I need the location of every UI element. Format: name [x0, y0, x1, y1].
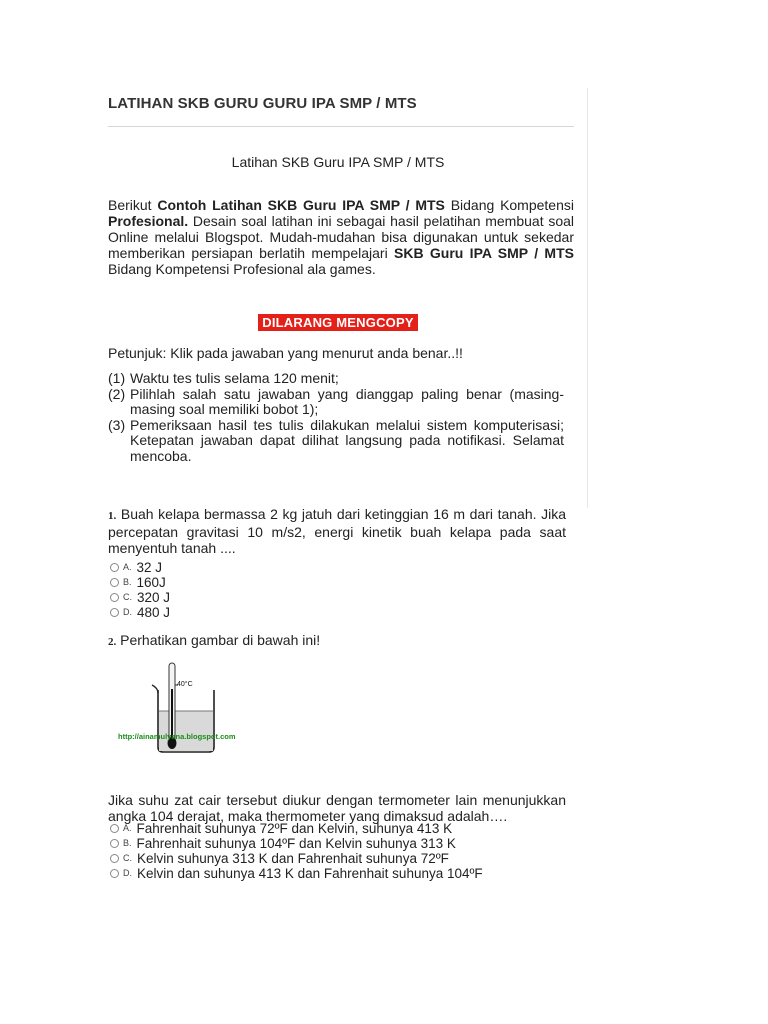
option-text: Kelvin suhunya 313 K dan Fahrenhait suhunya 72ºF	[137, 851, 449, 866]
radio-button[interactable]	[110, 869, 119, 878]
content-border	[587, 88, 588, 508]
thermometer-label: 40°C	[177, 681, 193, 688]
question-2-options	[110, 821, 483, 881]
option-text: 320 J	[137, 590, 171, 605]
radio-button[interactable]	[110, 608, 119, 617]
option-d[interactable]	[110, 605, 170, 620]
rule-number: (1)	[108, 370, 126, 386]
intro-text: Bidang Kompetensi	[444, 197, 574, 213]
option-letter: B.	[123, 838, 132, 848]
option-b[interactable]	[110, 836, 483, 851]
option-b[interactable]	[110, 575, 170, 590]
radio-button[interactable]	[110, 578, 119, 587]
option-c[interactable]	[110, 851, 483, 866]
option-letter: B.	[123, 577, 132, 587]
question-2-body: Jika suhu zat cair tersebut diukur dengan termometer lain menunjukkan angka 104 derajat, maka thermometer yang dimaksud adalah….	[108, 792, 566, 824]
question-text: Buah kelapa bermassa 2 kg jatuh dari ketinggian 16 m dari tanah. Jika percepatan gravitasi 10 m/s2, energi kinetik buah kelapa pada saat menyentuh tanah ....	[108, 506, 566, 556]
option-c[interactable]	[110, 590, 170, 605]
rule-text: Pilihlah salah satu jawaban yang dianggap paling benar (masing-masing soal memiliki bobot 1);	[130, 385, 564, 417]
radio-button[interactable]	[110, 839, 119, 848]
option-letter: D.	[123, 868, 132, 878]
question-1-options	[110, 560, 170, 620]
rule-item	[108, 387, 564, 418]
question-text: Perhatikan gambar di bawah ini!	[120, 632, 321, 648]
warning-banner: DILARANG MENGCOPY	[258, 314, 417, 331]
intro-bold: Contoh Latihan SKB Guru IPA SMP / MTS	[157, 197, 445, 213]
intro-text: Bidang Kompetensi Profesional ala games.	[108, 261, 376, 277]
option-text: Fahrenhait suhunya 104ºF dan Kelvin suhunya 313 K	[136, 836, 456, 851]
intro-paragraph	[108, 197, 574, 277]
option-text: 32 J	[136, 560, 163, 575]
liquid	[159, 711, 213, 751]
option-text: Fahrenhait suhunya 72ºF dan Kelvin, suhunya 413 K	[136, 821, 453, 836]
option-a[interactable]	[110, 821, 483, 836]
option-letter: A.	[123, 562, 132, 572]
rule-item	[108, 418, 564, 465]
rule-item	[108, 371, 564, 387]
option-text: Kelvin dan suhunya 413 K dan Fahrenhait suhunya 104ºF	[137, 866, 483, 881]
option-a[interactable]	[110, 560, 170, 575]
rules-list	[108, 371, 564, 464]
intro-bold: SKB Guru IPA SMP / MTS	[394, 245, 574, 261]
intro-bold: Profesional.	[108, 213, 189, 229]
instruction-text: Petunjuk: Klik pada jawaban yang menurut anda benar..!!	[108, 345, 463, 361]
option-letter: A.	[123, 823, 132, 833]
option-letter: C.	[123, 592, 132, 602]
radio-button[interactable]	[110, 563, 119, 572]
question-2	[108, 632, 566, 650]
option-letter: D.	[123, 607, 132, 617]
question-number: 1.	[108, 510, 117, 522]
article-subtitle: Latihan SKB Guru IPA SMP / MTS	[231, 154, 445, 170]
rule-number: (3)	[108, 416, 126, 433]
rule-number: (2)	[108, 385, 126, 402]
intro-text: Berikut	[108, 197, 158, 213]
question-1	[108, 506, 566, 556]
radio-button[interactable]	[110, 824, 119, 833]
warning-banner-wrap	[0, 314, 676, 332]
option-text: 160J	[136, 575, 166, 590]
page-title: LATIHAN SKB GURU GURU IPA SMP / MTS	[108, 95, 417, 112]
rule-text: Waktu tes tulis selama 120 menit;	[130, 370, 339, 386]
divider	[108, 126, 574, 127]
radio-button[interactable]	[110, 854, 119, 863]
option-letter: C.	[123, 853, 132, 863]
question-number: 2.	[108, 636, 117, 648]
radio-button[interactable]	[110, 593, 119, 602]
intro-text: Desain soal latihan ini sebagai hasil pelatihan membuat soal Online melalui Blogspot. Mudah-mudahan bisa digunakan untuk sekedar memberikan persiapan berlatih mempelajari	[108, 213, 574, 261]
option-d[interactable]	[110, 866, 483, 881]
rule-text: Pemeriksaan hasil tes tulis dilakukan melalui sistem komputerisasi; Ketepatan jawaban dapat dilihat langsung pada notifikasi. Selamat mencoba.	[130, 416, 564, 464]
beaker-thermometer-figure	[112, 655, 272, 760]
watermark-url: http://ainamulyana.blogspot.com	[118, 732, 236, 741]
option-text: 480 J	[137, 605, 171, 620]
beaker-lip	[152, 685, 158, 693]
